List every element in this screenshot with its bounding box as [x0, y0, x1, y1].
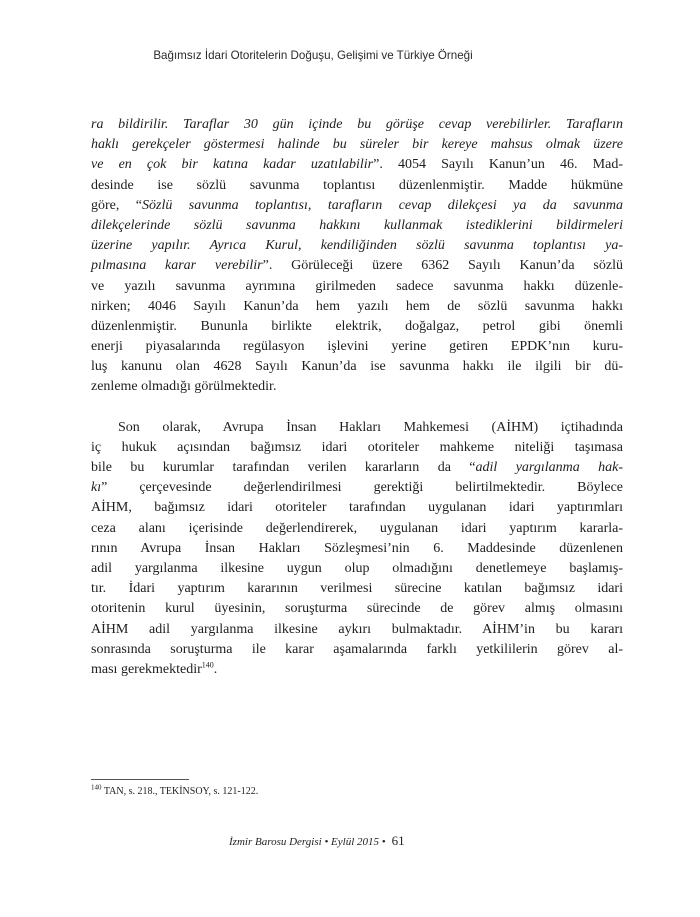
footnote-number: 140: [91, 783, 102, 792]
text-segment: haklı gerekçeler göstermesi halinde bu süreler bir kereye mahsus olmak üzere: [91, 137, 623, 153]
text-line: [91, 620, 623, 640]
paragraph-gap: [91, 398, 623, 418]
text-line: [91, 155, 623, 175]
text-segment: tır. İdari yaptırım kararının verilmesi sürecine katılan bağımsız idari: [91, 581, 623, 597]
text-line: [91, 317, 623, 337]
text-segment: ”. 4054 Sayılı Kanun’un 46. Mad-: [373, 157, 624, 173]
text-segment: .: [213, 661, 218, 677]
text-line: [91, 539, 623, 559]
text-segment: rının Avrupa İnsan Hakları Sözleşmesi’nin 6. Maddesinde düzenlenen: [91, 540, 623, 556]
text-segment: luş kanunu olan 4628 Sayılı Kanun’da ise savunma hakkı ile ilgili bir dü-: [91, 359, 623, 375]
text-line: [91, 377, 623, 397]
text-segment: göre, “: [91, 197, 143, 213]
text-segment: ” çerçevesinde değerlendirilmesi gerektiği belirtilmektedir. Böylece: [101, 480, 623, 496]
text-line: [91, 418, 623, 438]
text-segment: iç hukuk açısından bağımsız idari otoriteler mahkeme niteliği taşımasa: [91, 439, 623, 455]
text-line: [91, 337, 623, 357]
footnote-rule: [91, 779, 189, 780]
footnote-ref: 140: [201, 660, 214, 670]
text-segment: ”. Görüleceği üzere 6362 Sayılı Kanun’da sözlü: [262, 258, 623, 274]
text-line: [91, 559, 623, 579]
text-line: [91, 256, 623, 276]
text-segment: zenleme olmadığı görülmektedir.: [91, 379, 277, 395]
journal-name: İzmir Barosu Dergisi • Eylül 2015 •: [229, 836, 386, 848]
text-line: [91, 277, 623, 297]
text-segment: Son olarak, Avrupa İnsan Hakları Mahkemesi (AİHM) içtihadında: [118, 419, 623, 435]
text-line: [91, 660, 623, 680]
text-segment: AİHM adil yargılanma ilkesine aykırı bulmaktadır. AİHM’in bu kararı: [91, 621, 623, 637]
text-line: [91, 478, 623, 498]
text-segment: adil yargılanma ilkesine uygun olup olmadığını denetlemeye başlamış-: [91, 560, 623, 576]
text-segment: ceza alanı içerisinde değerlendirerek, uygulanan idari yaptırım kararla-: [91, 520, 623, 536]
text-segment: düzenlenmiştir. Bununla birlikte elektrik, doğalgaz, petrol gibi önemli: [91, 318, 623, 334]
body-text: [91, 115, 623, 680]
text-line: [91, 115, 623, 135]
text-segment: desinde ise sözlü savunma toplantısı düzenlenmiştir. Madde hükmüne: [91, 177, 623, 193]
text-segment: ve en çok bir katına kadar uzatılabilir: [91, 157, 374, 173]
text-line: [91, 357, 623, 377]
text-segment: ve yazılı savunma ayrımına girilmeden sadece savunma hakkı düzenle-: [91, 278, 623, 294]
text-segment: nirken; 4046 Sayılı Kanun’da hem yazılı hem de sözlü savunma hakkı: [91, 298, 623, 314]
text-segment: dilekçelerinde sözlü savunma hakkını kullanmak istediklerini bildirmeleri: [91, 217, 623, 233]
text-segment: üzerine yapılır. Ayrıca Kurul, kendiliğinden sözlü savunma toplantısı ya-: [91, 238, 623, 254]
text-line: [91, 196, 623, 216]
text-line: [91, 498, 623, 518]
text-line: [91, 519, 623, 539]
text-line: [91, 216, 623, 236]
paragraph-1: [91, 115, 623, 398]
text-line: [91, 640, 623, 660]
text-segment: pılmasına karar verebilir: [91, 258, 263, 274]
text-line: [91, 438, 623, 458]
footnote: [91, 783, 259, 797]
text-segment: ra bildirilir. Taraflar 30 gün içinde bu görüşe cevap verebilirler. Tarafların: [91, 117, 623, 132]
page-number: 61: [391, 833, 405, 848]
text-line: [91, 236, 623, 256]
text-line: [91, 176, 623, 196]
text-segment: Sözlü savunma toplantısı, tarafların cevap dilekçesi ya da savunma: [142, 197, 624, 213]
text-line: [91, 579, 623, 599]
text-segment: sonrasında soruşturma ile karar aşamalarında farklı yetkililerin görev al-: [91, 641, 623, 657]
text-segment: adil yargılanma hak-: [475, 460, 624, 475]
text-segment: kı: [91, 480, 102, 496]
text-segment: enerji piyasalarında regülasyon işlevini yerine getiren EPDK’nın kuru-: [91, 339, 623, 355]
text-line: [91, 297, 623, 317]
running-header: Bağımsız İdari Otoritelerin Doğuşu, Gelişimi ve Türkiye Örneği: [153, 49, 473, 62]
text-segment: AİHM, bağımsız idari otoriteler tarafından uygulanan idari yaptırımları: [91, 500, 623, 516]
text-line: [91, 599, 623, 619]
text-line: [91, 135, 623, 155]
text-segment: bile bu kurumlar tarafından verilen kararların da “: [91, 460, 476, 475]
page-footer: [229, 833, 405, 849]
text-segment: ması gerekmektedir: [91, 661, 202, 677]
text-segment: otoritenin kurul üyesinin, soruşturma sürecinde de görev almış olmasını: [91, 601, 623, 617]
paragraph-2: [91, 418, 623, 680]
text-line: [91, 458, 623, 478]
footnote-text: TAN, s. 218., TEKİNSOY, s. 121-122.: [101, 786, 259, 797]
